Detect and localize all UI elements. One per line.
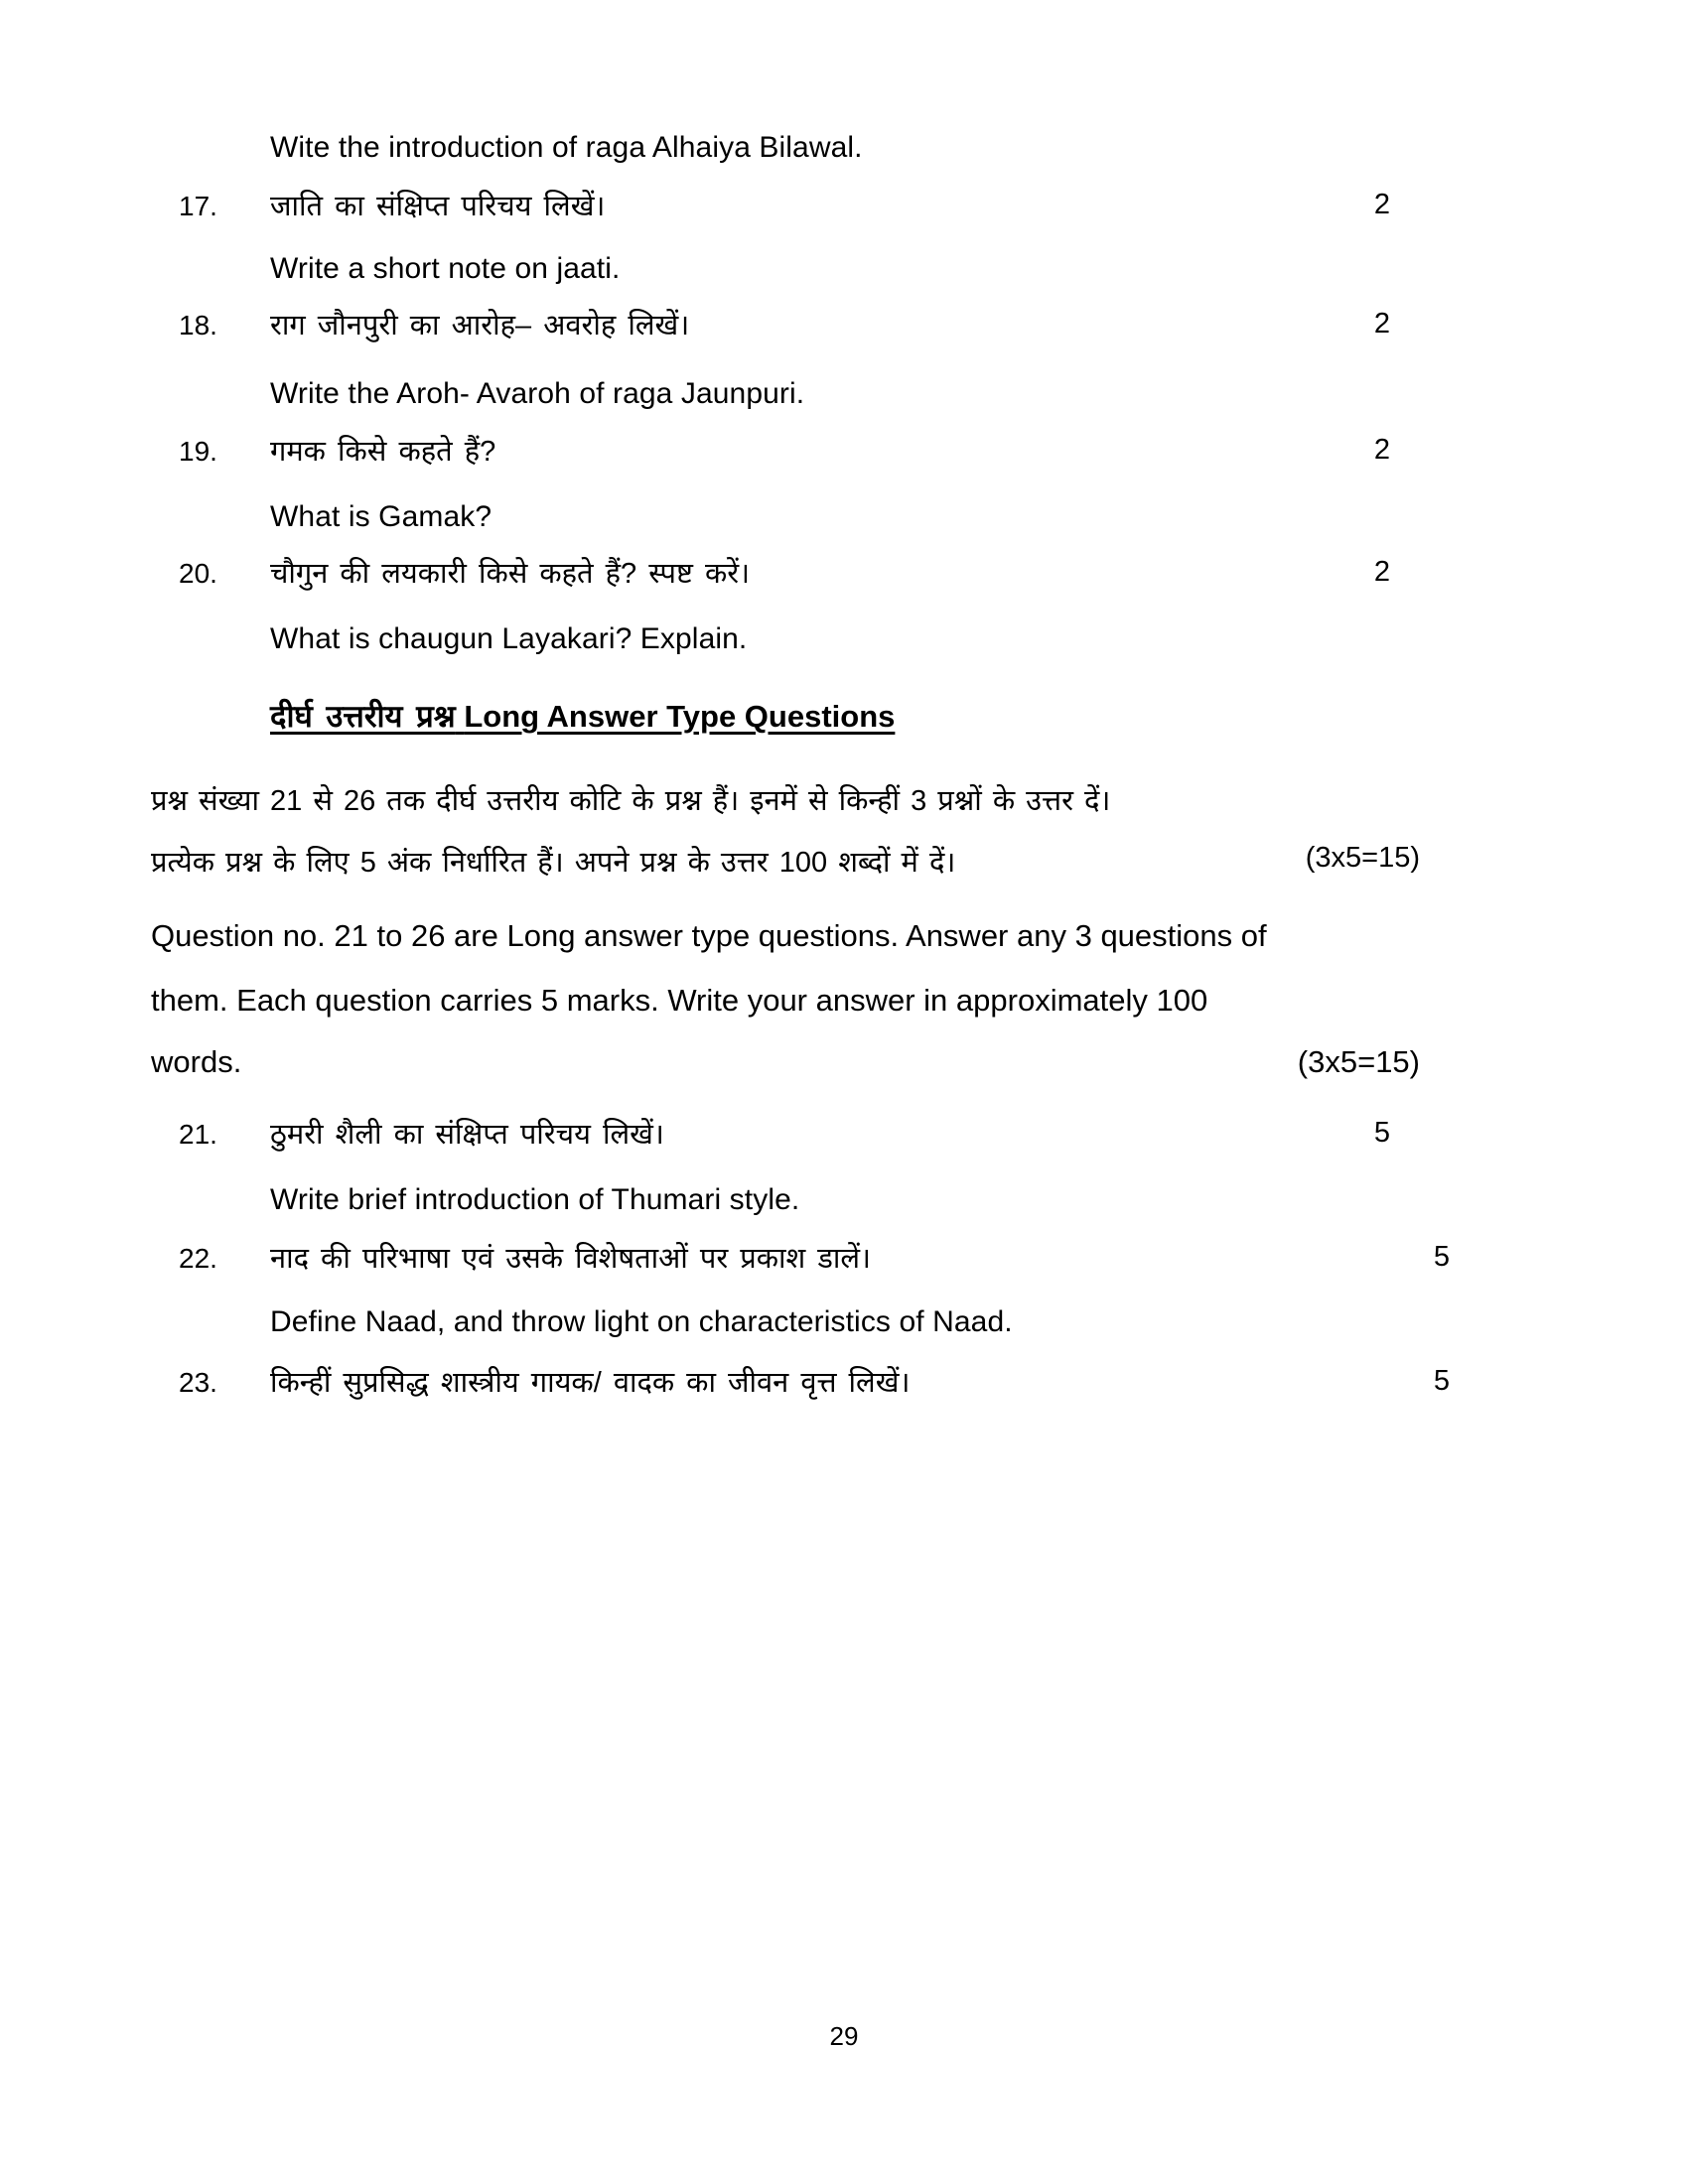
question-marks: 2 xyxy=(1373,308,1390,340)
question-text-hindi: नाद की परिभाषा एवं उसके विशेषताओं पर प्रकाश डालें। xyxy=(270,1243,872,1275)
instructions-english-line-3-text: words. xyxy=(151,1044,242,1079)
question-text-english-20: What is chaugun Layakari? Explain. xyxy=(270,622,748,655)
carryover-english-line: Wite the introduction of raga Alhaiya Bilawal. xyxy=(270,131,863,164)
instructions-hindi-marks: (3x5=15) xyxy=(1305,842,1420,874)
question-number: 17. xyxy=(179,191,217,221)
question-text-hindi: ठुमरी शैली का संक्षिप्त परिचय लिखें। xyxy=(270,1119,664,1151)
instructions-english-line-3 xyxy=(151,1044,1539,1080)
question-number: 20. xyxy=(179,558,217,589)
instructions-hindi-line-2-text: प्रत्येक प्रश्न के लिए 5 अंक निर्धारित हैं। अपने प्रश्न के उत्तर 100 शब्दों में दें। xyxy=(151,847,956,879)
question-text-hindi: चौगुन की लयकारी किसे कहते हैं? स्पष्ट करें। xyxy=(270,558,751,590)
question-text-hindi: गमक किसे कहते हैं? xyxy=(270,436,496,468)
instructions-english-line-2: them. Each question carries 5 marks. Write your answer in approximately 100 xyxy=(151,983,1208,1018)
question-row-19 xyxy=(179,434,1589,472)
question-marks: 5 xyxy=(1433,1241,1450,1273)
section-heading-english: Long Answer Type Questions xyxy=(464,699,896,734)
page-number: 29 xyxy=(829,2021,859,2051)
question-row-17 xyxy=(179,189,1589,226)
question-number: 19. xyxy=(179,436,217,467)
question-marks: 2 xyxy=(1373,434,1390,466)
instructions-english-line-1: Question no. 21 to 26 are Long answer type questions. Answer any 3 questions of xyxy=(151,918,1267,953)
question-text-hindi: किन्हीं सुप्रसिद्ध शास्त्रीय गायक/ वादक का जीवन वृत्त लिखें। xyxy=(270,1367,911,1399)
question-text-english-17: Write a short note on jaati. xyxy=(270,252,621,285)
question-marks: 5 xyxy=(1433,1365,1450,1397)
question-marks: 5 xyxy=(1373,1117,1390,1149)
question-text-hindi: जाति का संक्षिप्त परिचय लिखें। xyxy=(270,191,606,222)
question-marks: 2 xyxy=(1373,189,1390,220)
question-number: 23. xyxy=(179,1367,217,1398)
question-number: 22. xyxy=(179,1243,217,1274)
question-text-english-18: Write the Aroh- Avaroh of raga Jaunpuri. xyxy=(270,377,805,410)
question-text-english-21: Write brief introduction of Thumari style. xyxy=(270,1183,800,1216)
instructions-hindi-line-2 xyxy=(151,842,1539,881)
question-marks: 2 xyxy=(1373,556,1390,588)
question-row-23 xyxy=(179,1365,1589,1403)
question-number: 18. xyxy=(179,310,217,341)
question-text-english-22: Define Naad, and throw light on characteristics of Naad. xyxy=(270,1305,1013,1338)
question-number: 21. xyxy=(179,1119,217,1150)
section-heading-hindi: दीर्घ उत्तरीय प्रश्न xyxy=(270,699,456,734)
question-row-22 xyxy=(179,1241,1589,1279)
section-heading xyxy=(270,695,895,737)
instructions-hindi-line-1: प्रश्न संख्या 21 से 26 तक दीर्घ उत्तरीय कोटि के प्रश्न हैं। इनमें से किन्हीं 3 प्रश्नों के उत्तर दें। xyxy=(151,785,1111,817)
instructions-english-marks: (3x5=15) xyxy=(1297,1044,1420,1079)
question-row-18 xyxy=(179,308,1589,345)
question-row-21 xyxy=(179,1117,1589,1155)
question-row-20 xyxy=(179,556,1589,594)
question-text-english-19: What is Gamak? xyxy=(270,500,492,533)
question-text-hindi: राग जौनपुरी का आरोह– अवरोह लिखें। xyxy=(270,310,690,341)
